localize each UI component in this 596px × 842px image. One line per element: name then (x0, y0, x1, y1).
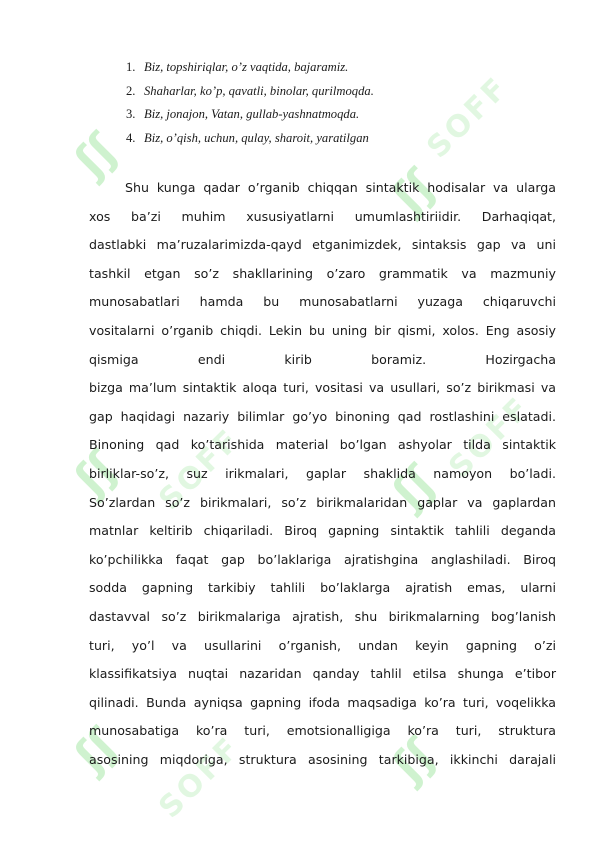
watermark-logo: ʃʃ (65, 442, 128, 505)
list-item-text: Shaharlar, ko’p, qavatli, binolar, qurilmoqda. (144, 83, 374, 98)
sentence-list (126, 57, 506, 151)
list-item-number: 1. (126, 60, 136, 74)
list-item (126, 128, 506, 152)
list-item-number: 4. (126, 130, 136, 145)
list-item (126, 104, 506, 128)
paragraph-line: gap haqidagi nazariy bilimlar go’yo binoning qad rostlashini eslatadi. (89, 408, 556, 424)
list-item (126, 81, 506, 105)
watermark-logo: ʃʃ (65, 124, 128, 187)
paragraph-line: dastlabki ma’ruzalarimizda-qayd etganimizdek, sintaksis gap va uni (89, 237, 556, 253)
paragraph-line: Binoning qad ko’tarishida material bo’lgan ashyolar tilda sintaktik (89, 437, 556, 453)
body-paragraph (89, 174, 556, 774)
paragraph-line: birliklar-so’z, suz irikmalari, gaplar shaklida namoyon bo’ladi. (89, 465, 556, 481)
watermark-text: SOFF (152, 421, 248, 518)
paragraph-line: bizga ma’lum sintaktik aloqa turi, vositasi va usullari, so’z birikmasi va (89, 380, 556, 396)
watermark-text: SOFF (442, 389, 538, 486)
list-item-text: Biz, o’qish, uchun, qulay, sharoit, yaratilgan (144, 130, 369, 145)
paragraph-line: qilinadi. Bunda ayniqsa gapning ifoda maqsadiga ko’ra turi, voqelikka (89, 694, 556, 710)
paragraph-line: asosining miqdoriga, struktura asosining tarkibiga, ikkinchi darajali (89, 751, 556, 767)
watermark-text: SOFF (152, 729, 248, 826)
paragraph-line: tashkil etgan so’z shakllarining o’zaro grammatik va mazmuniy (89, 265, 556, 281)
watermark-logo: ʃʃ (65, 719, 128, 782)
paragraph-line: xos ba’zi muhim xususiyatlarni umumlashtiriidir. Darhaqiqat, (89, 208, 556, 224)
paragraph-line: turi, yo’l va usullarini o’rganish, undan keyin gapning o’zi (89, 637, 556, 653)
paragraph-line: ko’pchilikka faqat gap bo’laklariga ajratishgina anglashiladi. Biroq (89, 551, 556, 567)
list-item-text: Biz, jonajon, Vatan, gullab-yashnatmoqda. (144, 107, 360, 121)
list-item-text: Biz, topshiriqlar, o’z vaqtida, bajaramiz. (144, 60, 349, 74)
watermark-text: SOFF (420, 69, 516, 166)
paragraph-line: sodda gapning tarkibiy tahlili bo’laklarga ajratish emas, ularni (89, 580, 556, 596)
paragraph-line: matnlar keltirib chiqariladi. Biroq gapning sintaktik tahlili deganda (89, 523, 556, 539)
paragraph-line: So’zlardan so’z birikmalari, so’z birikmalaridan gaplar va gaplardan (89, 494, 556, 510)
paragraph-line: klassifikatsiya nuqtai nazaridan qanday tahlil etilsa shunga e’tibor (89, 666, 556, 682)
paragraph-line: dastavval so’z birikmalariga ajratish, shu birikmalarning bog’lanish (89, 608, 556, 624)
list-item-number: 2. (126, 83, 136, 98)
paragraph-line: munosabatiga ko’ra turi, emotsionalligiga ko’ra turi, struktura (89, 723, 556, 739)
watermark-logo: ʃʃ (383, 729, 446, 792)
watermark-logo: ʃʃ (383, 456, 446, 519)
paragraph-line: Shu kunga qadar o’rganib chiqqan sintaktik hodisalar va ularga (125, 180, 556, 195)
list-item-number: 3. (126, 107, 136, 121)
paragraph-line: vositalarni o’rganib chiqdi. Lekin bu uning bir qismi, xolos. Eng asosiy (89, 322, 556, 338)
list-item (126, 57, 506, 81)
paragraph-line: munosabatlari hamda bu munosabatlarni yuzaga chiqaruvchi (89, 294, 556, 310)
paragraph-line: qismiga endi kirib boramiz. Hozirgacha (89, 351, 556, 367)
watermark-logo: ʃʃ (383, 160, 446, 223)
